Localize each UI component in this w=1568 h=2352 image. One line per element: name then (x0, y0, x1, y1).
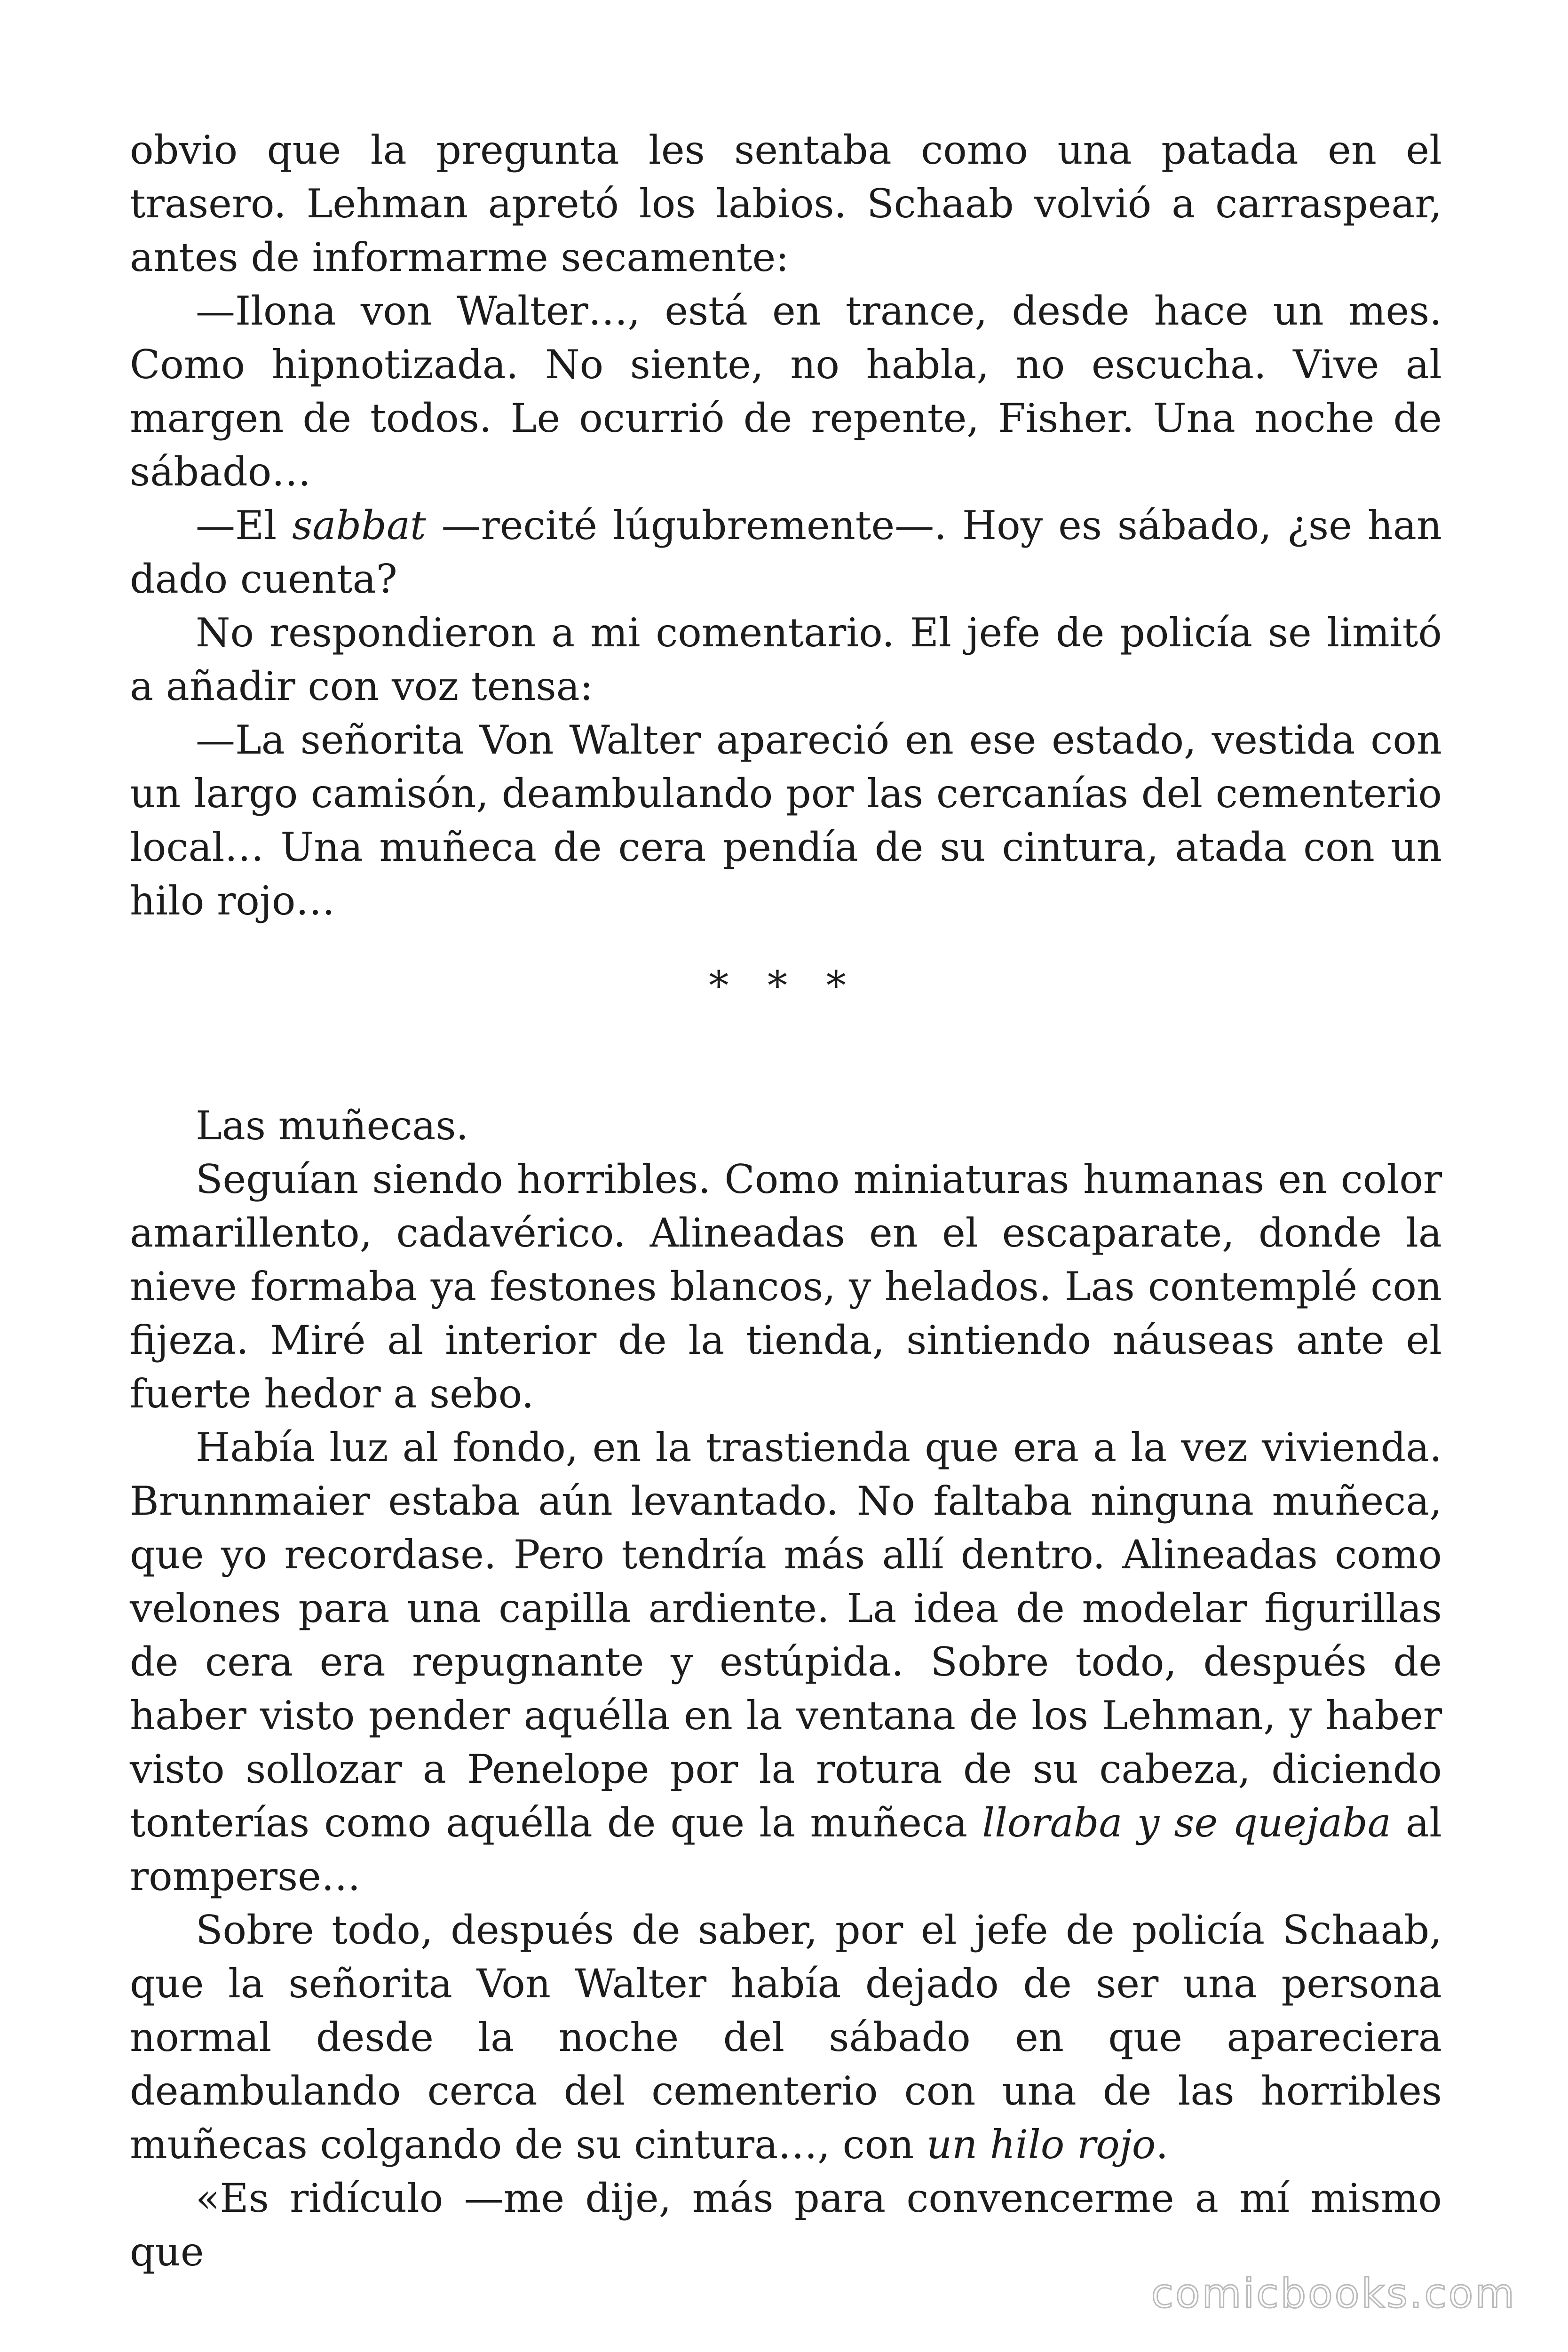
emphasis-text: un hilo rojo (927, 2122, 1156, 2168)
paragraph-text: —Ilona von Walter…, está en trance, desde hace un mes. Como hipnotizada. No siente, no habla, no escucha. Vive al margen de todos. Le ocurrió de repente, Fisher. Una noche de sábado… (130, 288, 1442, 495)
paragraph-text: No respondieron a mi comentario. El jefe de policía se limitó a añadir con voz tensa: (130, 610, 1442, 709)
watermark: comicbooks.com (1151, 2270, 1516, 2317)
paragraph-text: Había luz al fondo, en la trastienda que era a la vez vivienda. Brunnmaier estaba aún levantado. No faltaba ninguna muñeca, que yo recordase. Pero tendría más allí dentro. Alineadas como velones para una capilla ardiente. La idea de modelar figurillas de cera era repugnante y estúpida. Sobre todo, después de haber visto pender aquélla en la ventana de los Lehman, y haber visto sollozar a Penelope por la rotura de su cabeza, diciendo tonterías como aquélla de que la muñeca (130, 1424, 1442, 1846)
paragraph-text: Sobre todo, después de saber, por el jefe de policía Schaab, que la señorita Von Walter había dejado de ser una persona normal desde la noche del sábado en que apareciera deambulando cerca del cementerio con una de las horribles muñecas colgando de su cintura…, con (130, 1907, 1442, 2168)
paragraph-text: . (1156, 2122, 1169, 2168)
paragraph-text: al romperse… (130, 1800, 1442, 1899)
emphasis-text: sabbat (292, 502, 426, 548)
paragraph (130, 284, 1442, 499)
section-separator: * * * (709, 962, 859, 1009)
text-block-bottom (130, 1099, 1442, 2279)
paragraph (130, 123, 1442, 284)
paragraph (130, 1421, 1442, 1903)
paragraph (130, 499, 1442, 606)
paragraph-text: —recité lúgubremente—. Hoy es sábado, ¿se han dado cuenta? (130, 502, 1442, 602)
paragraph-text: obvio que la pregunta les sentaba como una patada en el trasero. Lehman apretó los labios. Schaab volvió a carraspear, antes de informarme secamente: (130, 127, 1442, 280)
paragraph (130, 713, 1442, 928)
paragraph-text: —El (196, 502, 293, 548)
paragraph (130, 2171, 1442, 2279)
paragraph-text: —La señorita Von Walter apareció en ese estado, vestida con un largo camisón, deambulando por las cercanías del cementerio local… Una muñeca de cera pendía de su cintura, atada con un hilo rojo… (130, 717, 1442, 924)
paragraph (130, 1903, 1442, 2171)
paragraph-text: Seguían siendo horribles. Como miniaturas humanas en color amarillento, cadavérico. Alineadas en el escaparate, donde la nieve formaba ya festones blancos, y helados. Las contemplé con fijeza. Miré al interior de la tienda, sintiendo náuseas ante el fuerte hedor a sebo. (130, 1156, 1442, 1417)
paragraph (130, 606, 1442, 713)
paragraph (130, 1099, 1442, 1152)
text-block-top (130, 123, 1442, 928)
paragraph-text: «Es ridículo —me dije, más para convencerme a mí mismo que (130, 2175, 1442, 2275)
emphasis-text: lloraba y se quejaba (982, 1800, 1391, 1846)
paragraph-text: Las muñecas. (196, 1103, 469, 1149)
paragraph (130, 1152, 1442, 1421)
